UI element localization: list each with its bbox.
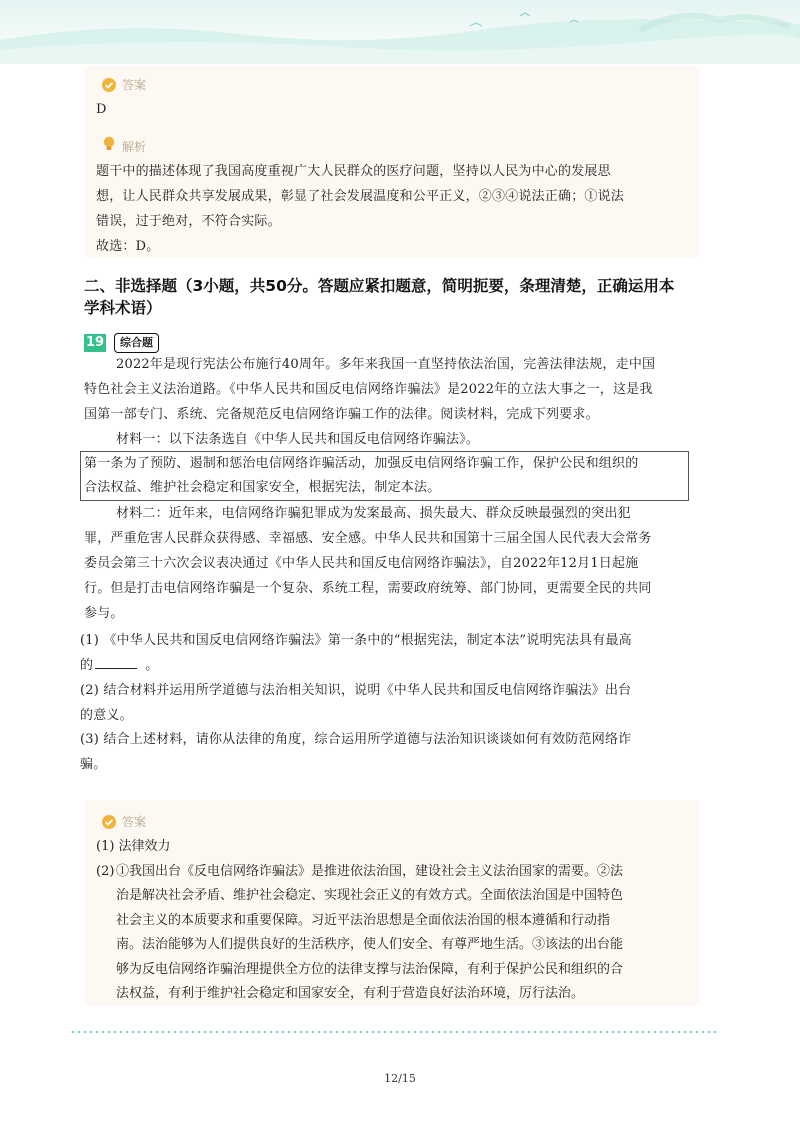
answer2-item-2-line-2: 治是解决社会矛盾、维护社会稳定、实现社会正义的有效方式。全面依法治国是中国特色 bbox=[116, 888, 624, 903]
material2-line-4: 行。但是打击电信网络诈骗是一个复杂、系统工程，需要政府统筹、部门协同，更需要全民的共同 bbox=[84, 581, 652, 596]
answer2-item-2-line-4: 南。法治能够为人们提供良好的生活秩序，使人们安全、有尊严地生活。③该法的出台能 bbox=[116, 937, 624, 952]
intro-line-3: 国第一部专门、系统、完备规范反电信网络诈骗工作的法律。阅读材料，完成下列要求。 bbox=[84, 407, 599, 422]
analysis-label: 解析 bbox=[122, 139, 147, 154]
material2-line-3: 委员会第三十六次会议表决通过《中华人民共和国反电信网络诈骗法》，自2022年12月1日起施 bbox=[84, 556, 639, 571]
answer2-label-row bbox=[102, 813, 146, 830]
answer2-item-2-line-6: 法权益，有利于维护社会稳定和国家安全，有利于营造良好法治环境，厉行法治。 bbox=[116, 986, 585, 1001]
answer2-item-2-prefix: (2) bbox=[96, 864, 115, 879]
material1-intro: 材料一：以下法条选自《中华人民共和国反电信网络诈骗法》。 bbox=[116, 432, 480, 447]
material2-line-2: 罪，严重危害人民群众获得感、幸福感、安全感。中华人民共和国第十三届全国人民代表大会常务 bbox=[84, 531, 652, 546]
sub-question-2-line-2: 的意义。 bbox=[80, 708, 133, 723]
page-number: 12/15 bbox=[384, 1072, 416, 1085]
sub-question-2-line-1: (2) 结合材料并运用所学道德与法治相关知识，说明《中华人民共和国反电信网络诈骗法》出台 bbox=[80, 683, 632, 698]
header-banner bbox=[0, 0, 800, 64]
answer2-item-2-line-5: 够为反电信网络诈骗治理提供全方位的法律支撑与法治保障，有利于保护公民和组织的合 bbox=[116, 962, 624, 977]
sub-question-1-line-2 bbox=[80, 653, 158, 678]
dotted-divider bbox=[70, 1030, 720, 1034]
check-badge-icon bbox=[102, 815, 116, 829]
intro-line-1: 2022年是现行宪法公布施行40周年。多年来我国一直坚持依法治国，完善法律法规，走中国 bbox=[116, 357, 656, 372]
answer-blank[interactable] bbox=[95, 654, 137, 669]
sub-question-1-line-1: (1) 《中华人民共和国反电信网络诈骗法》第一条中的“根据宪法，制定本法”说明宪法具有最高 bbox=[80, 633, 632, 648]
section-title-line-1: 二、非选择题（3小题，共50分。答题应紧扣题意，简明扼要，条理清楚，正确运用本 bbox=[84, 277, 675, 295]
material2-line-1: 材料二：近年来，电信网络诈骗犯罪成为发案最高、损失最大、群众反映最强烈的突出犯 bbox=[116, 506, 631, 521]
analysis-line-2: 想，让人民群众共享发展成果，彰显了社会发展温度和公平正义，②③④说法正确；①说法 bbox=[96, 189, 625, 204]
analysis-label-row bbox=[102, 136, 146, 156]
section-title-line-2: 学科术语） bbox=[84, 299, 162, 317]
analysis-line-1: 题干中的描述体现了我国高度重视广大人民群众的医疗问题，坚持以人民为中心的发展思 bbox=[96, 164, 611, 179]
sub-question-1-suffix: 。 bbox=[145, 658, 159, 673]
sub-question-3-line-1: (3) 结合上述材料，请你从法律的角度，综合运用所学道德与法治知识谈谈如何有效防范网络诈 bbox=[80, 732, 632, 747]
section-title bbox=[84, 275, 704, 319]
lightbulb-icon bbox=[102, 136, 116, 156]
material2-line-5: 参与。 bbox=[84, 606, 124, 621]
sub-question-1-prefix: 的 bbox=[80, 658, 94, 673]
analysis-line-4: 故选：D。 bbox=[96, 239, 160, 254]
answer2-label: 答案 bbox=[122, 815, 147, 829]
check-badge-icon bbox=[102, 78, 116, 92]
boxed-line-2: 合法权益、维护社会稳定和国家安全，根据宪法，制定本法。 bbox=[84, 480, 441, 495]
question-number: 19 bbox=[85, 335, 105, 350]
analysis-line-3: 错误，过于绝对，不符合实际。 bbox=[96, 214, 281, 229]
question-type-badge: 综合题 bbox=[114, 333, 159, 353]
answer-label: 答案 bbox=[122, 78, 147, 92]
answer-value: D bbox=[96, 102, 107, 117]
boxed-line-1: 第一条为了预防、遏制和惩治电信网络诈骗活动，加强反电信网络诈骗工作，保护公民和组织的 bbox=[84, 456, 639, 471]
answer2-item-2-line-1: ①我国出台《反电信网络诈骗法》是推进依法治国，建设社会主义法治国家的需要。②法 bbox=[116, 864, 624, 879]
answer2-item-1: (1) 法律效力 bbox=[96, 839, 171, 854]
intro-line-2: 特色社会主义法治道路。《中华人民共和国反电信网络诈骗法》是2022年的立法大事之一，这是我 bbox=[84, 382, 653, 397]
answer2-item-2-line-3: 社会主义的本质要求和重要保障。习近平法治思想是全面依法治国的根本遵循和行动指 bbox=[116, 913, 611, 928]
answer-label-row bbox=[102, 76, 146, 93]
sub-question-3-line-2: 骗。 bbox=[80, 757, 107, 772]
